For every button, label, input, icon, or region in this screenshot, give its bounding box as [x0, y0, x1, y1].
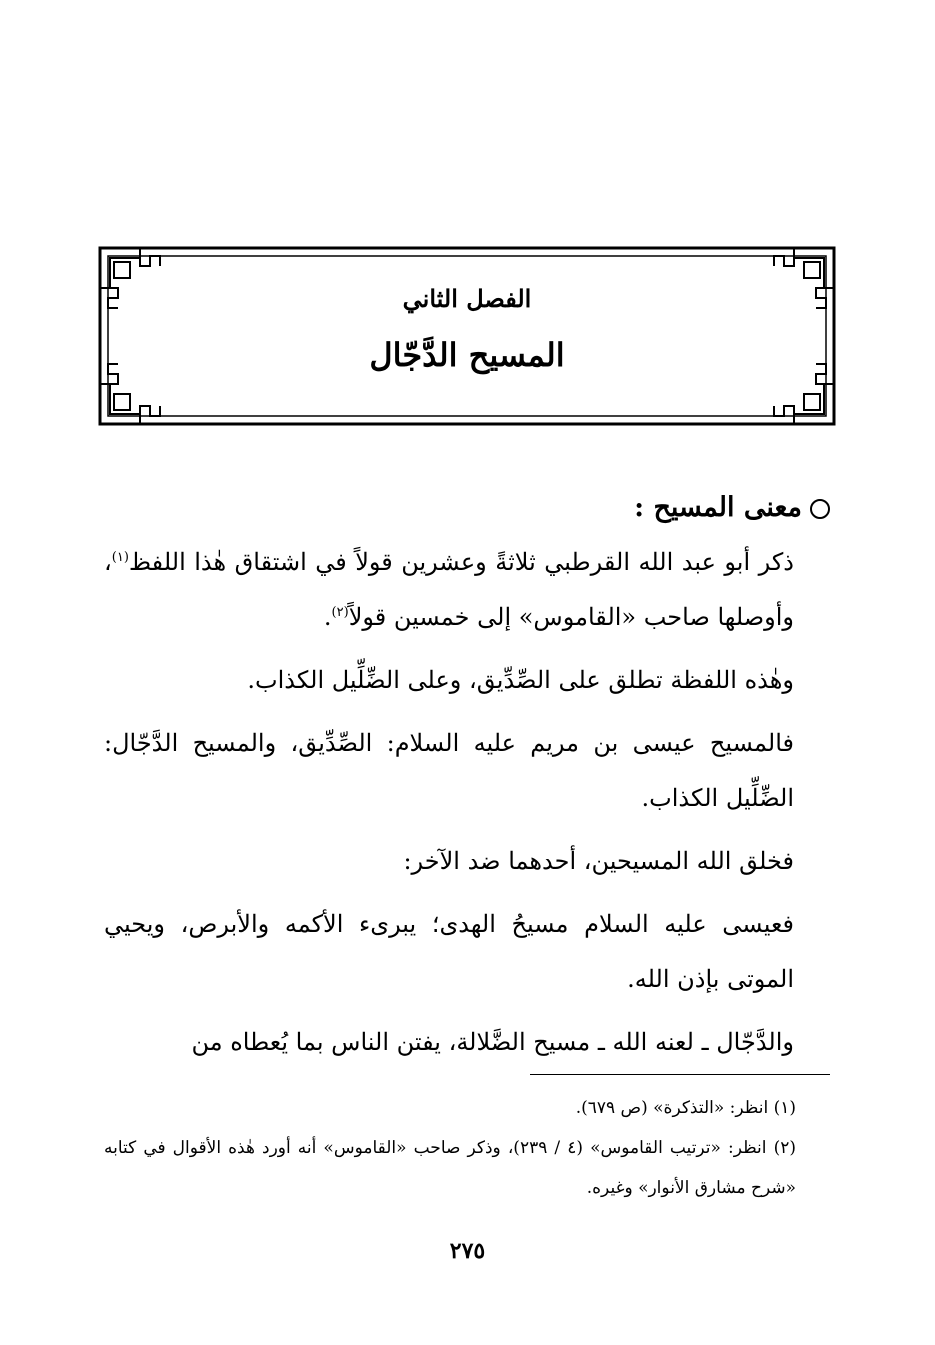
paragraph: فالمسيح عيسى بن مريم عليه السلام: الصِّدِّيق، والمسيح الدَّجّال: الضِّلِّيل الكذاب.	[104, 729, 794, 812]
footnote: (١) انظر: «التذكرة» (ص ٦٧٩).	[575, 1098, 796, 1118]
paragraph-text: ذكر أبو عبد الله القرطبي ثلاثةً وعشرين قولاً في اشتقاق هٰذا اللفظ	[128, 548, 794, 576]
footnote-ref: (٢)	[331, 605, 349, 620]
footnote-ref: (١)	[111, 550, 129, 565]
section-heading	[104, 480, 830, 535]
chapter-title-frame	[96, 244, 838, 428]
footnotes	[104, 1088, 830, 1208]
paragraph: فعيسى عليه السلام مسيحُ الهدى؛ يبرىء الأكمه والأبرص، ويحيي الموتى بإذن الله.	[104, 910, 794, 993]
paragraph-text: ، وأوصلها صاحب «القاموس» إلى خمسين قولاً	[104, 548, 794, 631]
paragraph: فخلق الله المسيحين، أحدهما ضد الآخر:	[403, 847, 794, 875]
paragraph: وهٰذه اللفظة تطلق على الصِّدِّيق، وعلى الضِّلِّيل الكذاب.	[247, 666, 794, 694]
section-heading-text: معنى المسيح :	[634, 492, 802, 523]
chapter-title: المسيح الدَّجّال	[369, 336, 565, 374]
main-text	[104, 480, 830, 1070]
paragraph-text: .	[323, 603, 332, 631]
page-number: ٢٧٥	[449, 1238, 486, 1264]
paragraph: والدَّجّال ـ لعنه الله ـ مسيح الضَّلالة، يفتن الناس بما يُعطاه من	[191, 1028, 794, 1056]
footnote: (٢) انظر: «ترتيب القاموس» (٤ / ٢٣٩)، وذكر صاحب «القاموس» أنه أورد هٰذه الأقوال في كتابه «شرح مشارق الأنوار» وغيره.	[104, 1138, 796, 1198]
circle-bullet-icon	[810, 499, 830, 519]
paragraph	[104, 535, 830, 645]
chapter-number: الفصل الثاني	[402, 284, 532, 313]
footnote-divider	[530, 1074, 830, 1075]
